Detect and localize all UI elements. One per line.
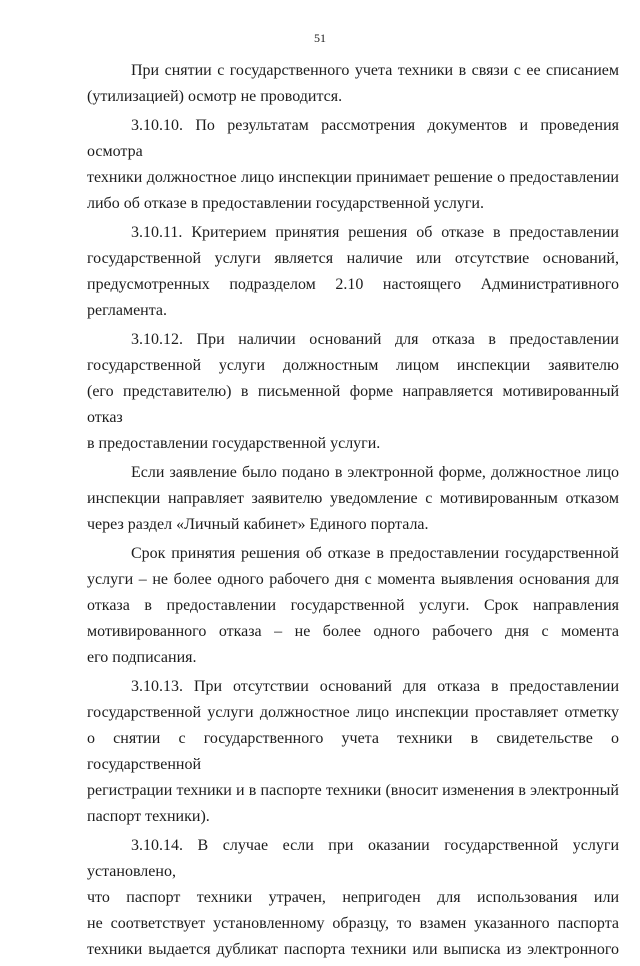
text-line: 3.10.11. Критерием принятия решения об отказе в предоставлении — [131, 224, 619, 241]
text-line: его подписания. — [87, 649, 197, 666]
text-line: в предоставлении государственной услуги. — [87, 435, 381, 452]
paragraph — [87, 460, 619, 538]
text-line: техники выдается дубликат паспорта техники или выписка из электронного — [87, 941, 619, 958]
paragraph — [87, 674, 619, 830]
text-line: инспекции направляет заявителю уведомление с мотивированным отказом — [87, 490, 619, 507]
text-line: предусмотренных подразделом 2.10 настоящего Административного — [87, 276, 619, 293]
text-line: 3.10.10. По результатам рассмотрения документов и проведения осмотра — [87, 117, 619, 160]
paragraph — [87, 113, 619, 217]
text-line: о снятии с государственного учета техники в свидетельстве о государственной — [87, 730, 619, 773]
text-line: Срок принятия решения об отказе в предоставлении государственной — [131, 545, 619, 562]
text-line: либо об отказе в предоставлении государственной услуги. — [87, 195, 484, 212]
text-line: Если заявление было подано в электронной форме, должностное лицо — [131, 464, 619, 481]
text-line: государственной услуги должностное лицо инспекции проставляет отметку — [87, 704, 619, 721]
text-line: паспорт техники). — [87, 808, 210, 825]
paragraph — [87, 327, 619, 457]
paragraph — [87, 833, 619, 963]
page-number: 51 — [314, 31, 326, 45]
text-line: государственной услуги должностным лицом инспекции заявителю — [87, 357, 619, 374]
text-line: (его представителю) в письменной форме направляется мотивированный отказ — [87, 383, 619, 426]
text-line: 3.10.13. При отсутствии оснований для отказа в предоставлении — [131, 678, 619, 695]
text-line: что паспорт техники утрачен, непригоден для использования или — [87, 889, 619, 906]
document-body — [87, 58, 619, 966]
text-line: (утилизацией) осмотр не проводится. — [87, 88, 343, 105]
text-line: 3.10.12. При наличии оснований для отказа в предоставлении — [131, 331, 619, 348]
text-line: услуги – не более одного рабочего дня с момента выявления основания для — [87, 571, 619, 588]
text-line: через раздел «Личный кабинет» Единого портала. — [87, 516, 429, 533]
text-line: регистрации техники и в паспорте техники (вносит изменения в электронный — [87, 782, 619, 799]
text-line: При снятии с государственного учета техники в связи с ее списанием — [131, 62, 619, 79]
text-line: отказа в предоставлении государственной услуги. Срок направления — [87, 597, 619, 614]
text-line: регламента. — [87, 302, 168, 319]
text-line: техники должностное лицо инспекции принимает решение о предоставлении — [87, 169, 619, 186]
paragraph — [87, 58, 619, 110]
text-line: 3.10.14. В случае если при оказании государственной услуги установлено, — [87, 837, 619, 880]
paragraph — [87, 541, 619, 671]
text-line: мотивированного отказа – не более одного рабочего дня с момента — [87, 623, 619, 640]
text-line: не соответствует установленному образцу, то взамен указанного паспорта — [87, 915, 619, 932]
paragraph — [87, 220, 619, 324]
text-line: государственной услуги является наличие или отсутствие оснований, — [87, 250, 619, 267]
